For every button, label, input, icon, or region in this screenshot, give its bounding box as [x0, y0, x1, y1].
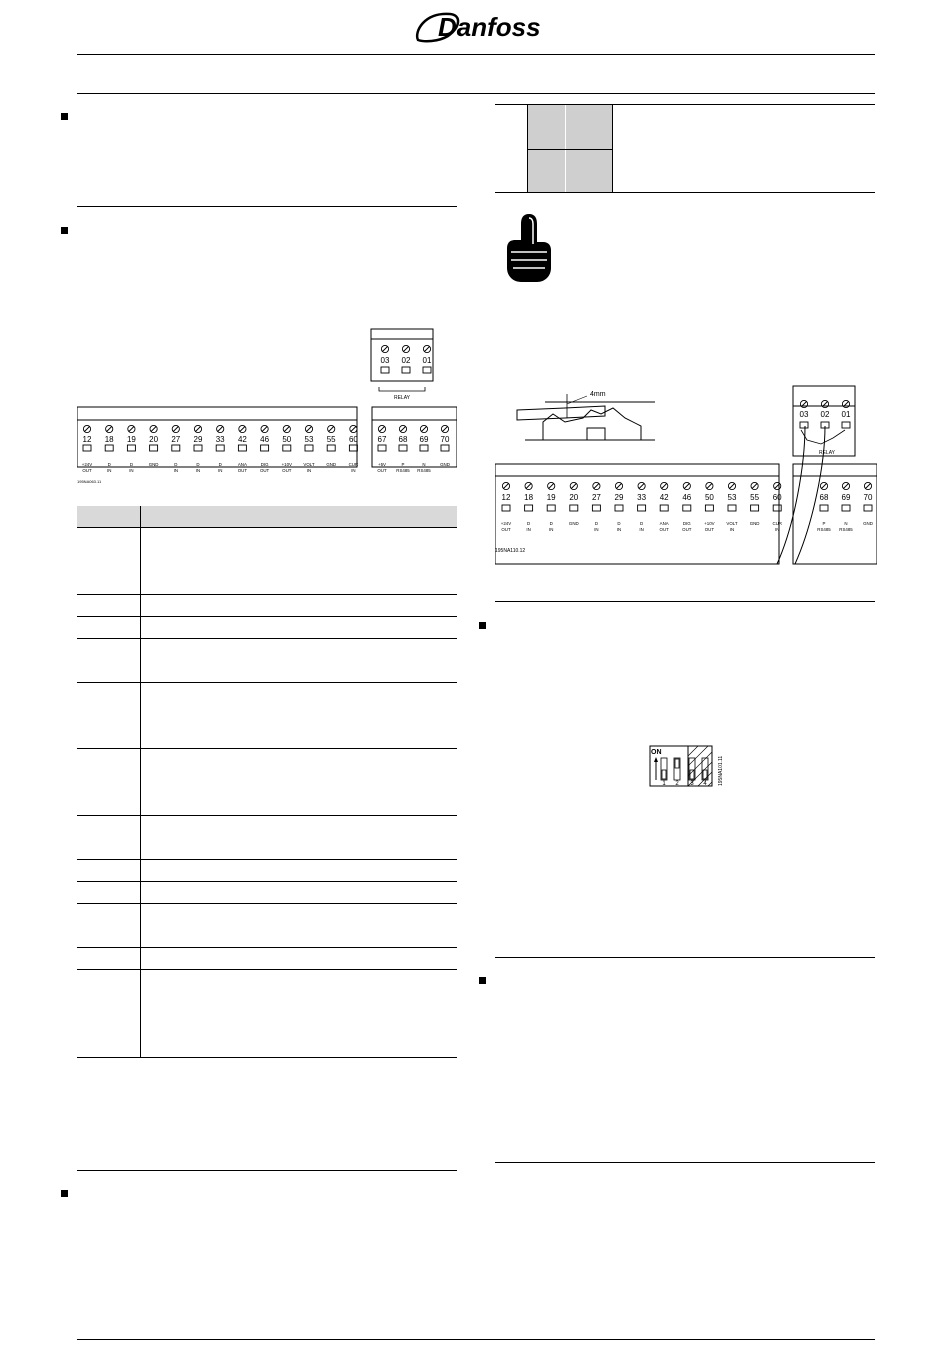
terminal-label-line: RS485	[817, 527, 831, 532]
screw-slot	[85, 427, 90, 432]
terminal-label-line: DIG	[682, 521, 691, 526]
terminal-label-line: IN	[106, 468, 112, 473]
terminal-label-line: +24V	[500, 521, 512, 526]
dip-switch-number: 3	[690, 781, 694, 787]
terminal-label-line: OUT	[82, 468, 92, 473]
table-row	[77, 860, 457, 882]
terminal-label-line: +10V	[704, 521, 715, 526]
table-row	[77, 528, 457, 595]
screw-slot	[240, 427, 245, 432]
dip-switch-number: 4	[703, 781, 707, 787]
screw-slot	[425, 347, 430, 352]
terminal-number: 18	[104, 435, 114, 444]
terminal-number: 55	[750, 493, 760, 502]
terminal-label	[396, 462, 410, 473]
terminal-label	[282, 462, 292, 473]
terminal-label	[549, 521, 553, 532]
terminal-label-line: D	[107, 462, 111, 467]
terminal-slot	[261, 445, 269, 451]
terminal-label	[218, 462, 222, 473]
terminal-label-line: IN	[351, 468, 356, 473]
screw-slot	[383, 347, 388, 352]
terminal-label-line: IN	[616, 527, 622, 532]
terminal-label	[704, 521, 714, 532]
terminal-label-line: IN	[129, 468, 134, 473]
terminal-label-line: RS485	[417, 468, 431, 473]
terminal-number: 50	[282, 435, 292, 444]
terminal-slot	[800, 422, 808, 428]
table-row	[77, 639, 457, 683]
terminal-number: 60	[348, 435, 358, 444]
terminal-label-line: D	[527, 521, 531, 526]
terminal-slot	[399, 445, 407, 451]
screw-slot	[307, 427, 312, 432]
screw-slot	[549, 484, 554, 489]
terminal-label-line: VOLT	[726, 521, 738, 526]
screw-slot	[151, 427, 156, 432]
danfoss-logo	[410, 6, 540, 48]
terminal-label	[377, 462, 387, 473]
terminal-number: 03	[380, 356, 390, 365]
terminal-number: 42	[659, 493, 669, 502]
terminal-number: 42	[237, 435, 247, 444]
terminal-label-line: CUR	[772, 521, 782, 526]
terminal-slot	[194, 445, 202, 451]
terminal-slot	[420, 445, 428, 451]
terminal-label	[726, 521, 737, 532]
terminal-slot	[378, 445, 386, 451]
table-header-row	[77, 506, 457, 528]
header-rule-bottom	[77, 93, 875, 94]
terminal-label-line: ANA	[659, 521, 669, 526]
terminal-label	[82, 462, 92, 473]
spec-table	[495, 104, 875, 193]
terminal-label-line: IN	[639, 527, 644, 532]
terminal-label	[417, 462, 431, 473]
terminal-label	[660, 521, 670, 532]
terminal-slot	[592, 505, 600, 511]
terminal-label-line: D	[549, 521, 553, 526]
section-divider	[495, 601, 875, 602]
section-divider	[77, 1170, 457, 1171]
screw-slot	[107, 427, 112, 432]
terminal-label	[174, 462, 178, 473]
screw-slot	[639, 484, 644, 489]
screw-slot	[422, 427, 427, 432]
dip-switch-toggle	[662, 770, 666, 779]
terminal-slot	[127, 445, 135, 451]
terminal-label-line: OUT	[659, 527, 669, 532]
terminal-label-line: CUR	[348, 462, 359, 467]
terminal-description-table	[77, 506, 457, 1058]
screw-slot	[262, 427, 267, 432]
table-row	[77, 749, 457, 816]
terminal-number: 55	[326, 435, 336, 444]
terminal-label-line: +24V	[81, 462, 93, 467]
terminal-slot	[105, 445, 113, 451]
terminal-number: 69	[841, 493, 851, 502]
terminal-slot	[349, 445, 357, 451]
terminal-slot	[547, 505, 555, 511]
screw-slot	[404, 347, 409, 352]
terminal-number: 53	[727, 493, 737, 502]
terminal-label-line: N	[422, 462, 426, 467]
terminal-slot	[820, 505, 828, 511]
terminal-slot	[570, 505, 578, 511]
table-row	[77, 595, 457, 617]
terminal-number: 02	[401, 356, 411, 365]
terminal-number: 68	[819, 493, 829, 502]
terminal-slot	[83, 445, 91, 451]
screw-slot	[351, 427, 356, 432]
terminal-label	[639, 521, 643, 532]
terminal-slot	[305, 445, 313, 451]
dip-switch-number: 1	[662, 781, 666, 787]
terminal-label-line: OUT	[501, 527, 511, 532]
terminal-label	[594, 521, 598, 532]
terminal-label-line: OUT	[282, 468, 292, 473]
terminal-number: 12	[82, 435, 92, 444]
terminal-label-line: RS485	[839, 527, 853, 532]
section-divider	[495, 957, 875, 958]
section-bullet	[61, 1190, 68, 1197]
terminal-label-line: D	[594, 521, 598, 526]
terminal-number: 29	[614, 493, 624, 502]
screw-slot	[504, 484, 509, 489]
section-divider	[77, 206, 457, 207]
terminal-slot	[172, 445, 180, 451]
screw-slot	[196, 427, 201, 432]
terminal-slot	[660, 505, 668, 511]
terminal-label-line: D	[218, 462, 222, 467]
terminal-label-line: VOLT	[303, 462, 315, 467]
terminal-slot	[615, 505, 623, 511]
terminal-label-line: IN	[729, 527, 735, 532]
terminal-label	[682, 521, 692, 532]
terminal-label-line: OUT	[377, 468, 387, 473]
terminal-slot	[283, 445, 291, 451]
figure-code: 195NA063.11	[77, 479, 102, 484]
terminal-label	[238, 462, 248, 473]
terminal-slot	[773, 505, 781, 511]
control-terminal-diagram	[77, 325, 457, 490]
terminal-label-line: IN	[774, 527, 780, 532]
terminal-label-line: P	[401, 462, 405, 467]
figure-code: 195NA101.11	[718, 755, 724, 786]
pointing-hand-icon	[503, 212, 555, 284]
terminal-label-line: D	[174, 462, 178, 467]
dip-switch-number: 2	[675, 781, 679, 787]
footer-rule	[77, 1339, 875, 1340]
strip-dimension: 4mm	[590, 391, 606, 398]
terminal-slot	[525, 505, 533, 511]
terminal-number: 50	[704, 493, 714, 502]
dip-on-label: ON	[651, 749, 662, 756]
terminal-number: 20	[149, 435, 159, 444]
terminal-number: 19	[126, 435, 136, 444]
terminal-number: 46	[682, 493, 692, 502]
screw-slot	[730, 484, 735, 489]
terminal-number: 27	[591, 493, 601, 502]
terminal-number: 70	[863, 493, 873, 502]
terminal-label	[617, 521, 621, 532]
terminal-label-line: +10V	[281, 462, 292, 467]
screw-slot	[844, 484, 849, 489]
terminal-number: 20	[569, 493, 579, 502]
table-col-line	[612, 104, 613, 193]
terminal-label	[839, 521, 853, 532]
screw-slot	[443, 427, 448, 432]
screw-slot	[662, 484, 667, 489]
section-bullet	[479, 622, 486, 629]
terminal-label-line: OUT	[237, 468, 248, 473]
terminal-slot	[441, 445, 449, 451]
table-row	[77, 948, 457, 970]
terminal-slot	[402, 367, 410, 373]
terminal-slot	[327, 445, 335, 451]
terminal-label: GND	[148, 462, 159, 467]
terminal-number: 68	[398, 435, 408, 444]
section-bullet	[479, 977, 486, 984]
header-rule-top	[77, 54, 875, 55]
terminal-label-line: IN	[306, 468, 312, 473]
terminal-slot	[751, 505, 759, 511]
terminal-label-line: OUT	[682, 527, 692, 532]
terminal-number: 60	[772, 493, 782, 502]
table-row	[77, 617, 457, 639]
terminal-slot	[842, 505, 850, 511]
section-bullet	[61, 227, 68, 234]
terminal-label: GND	[568, 521, 579, 526]
terminal-label-line: D	[129, 462, 133, 467]
terminal-slot	[683, 505, 691, 511]
terminal-label: GND	[749, 521, 760, 526]
screw-slot	[571, 484, 576, 489]
terminal-label: GND	[863, 521, 873, 526]
terminal-label-line: OUT	[259, 468, 270, 473]
screw-slot	[173, 427, 178, 432]
table-row	[77, 904, 457, 948]
dip-switch-toggle	[675, 759, 679, 768]
screw-slot	[822, 484, 827, 489]
terminal-number: 46	[260, 435, 270, 444]
terminal-label	[526, 521, 530, 532]
screw-slot	[752, 484, 757, 489]
terminal-number: 27	[171, 435, 181, 444]
terminal-label-line: RS485	[396, 468, 410, 473]
terminal-label-line: P	[822, 521, 826, 526]
terminal-label	[501, 521, 511, 532]
terminal-number: 01	[841, 410, 851, 419]
terminal-label-line: IN	[526, 527, 531, 532]
danfoss-logo-graphic	[410, 6, 540, 48]
terminal-label-line: D	[196, 462, 200, 467]
terminal-slot	[705, 505, 713, 511]
screw-slot	[684, 484, 689, 489]
terminal-label: GND	[326, 462, 337, 467]
terminal-label: GND	[440, 462, 450, 467]
terminal-number: 01	[422, 356, 432, 365]
screw-slot	[218, 427, 223, 432]
table-rule	[528, 149, 612, 150]
cable-mounting-diagram	[495, 384, 877, 569]
terminal-number: 19	[546, 493, 556, 502]
terminal-label-line: IN	[173, 468, 179, 473]
terminal-slot	[423, 367, 431, 373]
logo-text: Danfoss	[438, 12, 540, 42]
terminal-number: 67	[377, 435, 387, 444]
terminal-label-line: OUT	[704, 527, 715, 532]
terminal-slot	[381, 367, 389, 373]
dip-switch-toggle	[690, 770, 694, 779]
terminal-label	[772, 521, 782, 532]
terminal-label-line: ANA	[237, 462, 247, 467]
screw-slot	[129, 427, 134, 432]
terminal-label-line: +5V	[378, 462, 386, 467]
terminal-label-line: IN	[195, 468, 201, 473]
terminal-slot	[638, 505, 646, 511]
table-row	[77, 683, 457, 749]
section-bullet	[61, 113, 68, 120]
table-row	[77, 882, 457, 904]
terminal-label-line: D	[640, 521, 644, 526]
terminal-label-line: IN	[548, 527, 554, 532]
terminal-slot	[842, 422, 850, 428]
table-row	[77, 970, 457, 1058]
screw-slot	[617, 484, 622, 489]
screw-slot	[329, 427, 334, 432]
terminal-label	[196, 462, 200, 473]
table-row	[77, 816, 457, 860]
terminal-number: 70	[440, 435, 450, 444]
figure-code: 195NA110.12	[495, 548, 526, 554]
terminal-number: 69	[419, 435, 429, 444]
screw-slot	[284, 427, 289, 432]
terminal-label-line: IN	[594, 527, 599, 532]
gray-cell	[528, 150, 612, 193]
terminal-number: 29	[193, 435, 203, 444]
terminal-label	[260, 462, 270, 473]
screw-slot	[707, 484, 712, 489]
terminal-slot	[238, 445, 246, 451]
terminal-slot	[502, 505, 510, 511]
gray-cell	[528, 105, 612, 149]
terminal-label-line: N	[844, 521, 848, 526]
terminal-label-line: IN	[217, 468, 223, 473]
screw-slot	[380, 427, 385, 432]
terminal-slot	[728, 505, 736, 511]
relay-label: RELAY	[393, 395, 411, 401]
dip-switch-diagram	[648, 742, 728, 790]
terminal-label-line: D	[617, 521, 621, 526]
terminal-slot	[864, 505, 872, 511]
screw-slot	[401, 427, 406, 432]
screw-slot	[526, 484, 531, 489]
terminal-number: 33	[215, 435, 225, 444]
terminal-slot	[150, 445, 158, 451]
relay-label: RELAY	[818, 450, 836, 456]
terminal-label	[107, 462, 111, 473]
terminal-number: 18	[524, 493, 534, 502]
terminal-label	[817, 521, 831, 532]
terminal-label	[129, 462, 133, 473]
section-divider	[495, 1162, 875, 1163]
table-rule	[495, 192, 875, 193]
terminal-number: 33	[637, 493, 647, 502]
terminal-number: 12	[501, 493, 511, 502]
screw-slot	[866, 484, 871, 489]
terminal-label-line: DIG	[260, 462, 269, 467]
terminal-number: 03	[799, 410, 809, 419]
screw-slot	[594, 484, 599, 489]
terminal-number: 53	[304, 435, 314, 444]
terminal-slot	[216, 445, 224, 451]
terminal-number: 02	[820, 410, 830, 419]
